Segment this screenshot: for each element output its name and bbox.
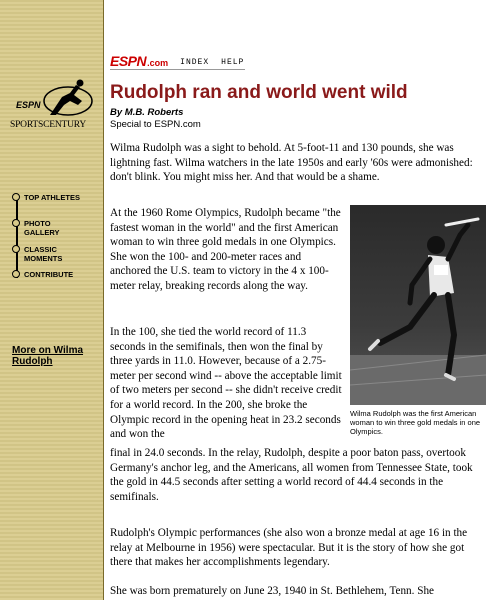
index-link[interactable]: INDEX [180,58,210,67]
logo-espn-text: ESPN [16,100,41,110]
nav-label: CLASSIC MOMENTS [24,245,63,263]
article-paragraph: In the 100, she tied the world record of 11.3 seconds in the semifinals, then won the final by three yards in 11.0. However, because of a 2.75-meter per second wind -- above the acceptable limit of two meters per second -- she didn't receive credit for a world record. In the 200, she broke the Olympic record in the opening heat in 23.2 seconds and won the [110,326,342,441]
nav-connector-line [16,198,18,278]
nav-bullet-icon [12,270,20,278]
espn-dotcom: .com [147,57,169,68]
article-title: Rudolph ran and world went wild [110,82,408,103]
article-paragraph: final in 24.0 seconds. In the relay, Rudolph, despite a poor baton pass, overtook Germany's anchor leg, and the Americans, all women from Tennessee State, took the gold in 44.5 seconds after setting a world record of 44.4 seconds in the semifinals. [110,447,473,503]
more-on-wilma-rudolph-link[interactable]: More on Wilma Rudolph [12,345,84,367]
nav-bullet-icon [12,193,20,201]
nav-label: TOP ATHLETES [24,193,80,202]
espn-topbar [110,54,244,68]
article-paragraph: At the 1960 Rome Olympics, Rudolph became "the fastest woman in the world" and the first American woman to win three gold medals in one Olympics. She won the 100- and 200-meter races and anchored the U.S. team to victory in the 4 x 100-meter relay, breaking records along the way. [110,207,341,292]
nav-label: PHOTO GALLERY [24,219,60,237]
article-paragraph: She was born prematurely on June 23, 1940 in St. Bethlehem, Tenn. She [110,585,435,597]
nav-bullet-icon [12,219,20,227]
logo-sportscentury-text: SPORTSCENTURY [10,120,87,130]
article-source: Special to ESPN.com [110,119,201,130]
sportscentury-logo[interactable] [10,75,94,135]
nav-label: CONTRIBUTE [24,270,74,279]
espn-logo[interactable]: ESPN [110,53,147,69]
runner-photo-illustration [350,205,486,405]
article-byline: By M.B. Roberts [110,107,184,118]
article-paragraph: Rudolph's Olympic performances (she also won a bronze medal at age 16 in the relay at Melbourne in 1956) were spectacular. But it is the story of how she got there that makes her accomplishments legendary. [110,527,468,569]
nav-bullet-icon [12,245,20,253]
article-paragraph: Wilma Rudolph was a sight to behold. At 5-foot-11 and 130 pounds, she was lightning fast. Wilma watchers in the late 1950s and early '60s were admonished: don't blink. You might miss her. And that would be a shame. [110,142,473,184]
help-link[interactable]: HELP [221,58,245,67]
photo-caption: Wilma Rudolph was the first American woman to win three gold medals in one Olympics. [350,409,481,436]
wilma-rudolph-photo [350,205,486,405]
topbar-divider [110,69,245,70]
sidebar-divider [103,0,104,600]
athlete-silhouette-icon [10,75,94,119]
